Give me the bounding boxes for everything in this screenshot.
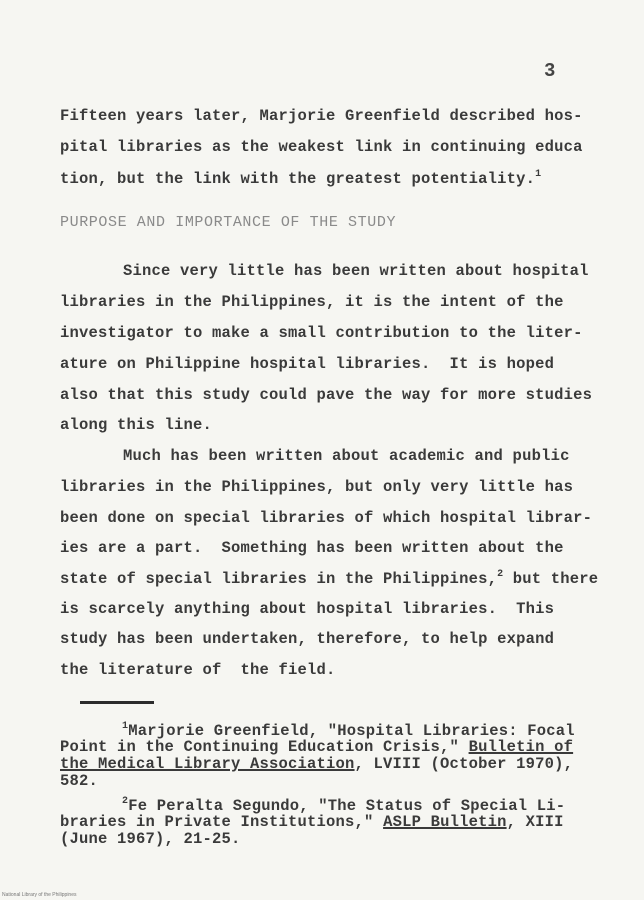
intro-line-3 — [60, 169, 541, 188]
para1-line-4: ature on Philippine hospital libraries. It is hoped — [60, 355, 555, 373]
footnote-2-text-2a: braries in Private Institutions," — [60, 813, 384, 831]
footnote-1-journal-a: Bulletin of — [468, 738, 574, 756]
para2-line-1: Much has been written about academic and public — [123, 447, 570, 465]
footnote-1-text-1: Marjorie Greenfield, "Hospital Libraries: Focal — [128, 722, 575, 740]
footnote-1-text-2a: Point in the Continuing Education Crisis," — [60, 738, 469, 756]
footnote-2-line-2 — [60, 813, 564, 831]
intro-line-1: Fifteen years later, Marjorie Greenfield described hos- — [60, 107, 583, 125]
para2-line-5a: state of special libraries in the Philippines, — [60, 570, 498, 588]
para2-line-7: study has been undertaken, therefore, to help expand — [60, 630, 555, 648]
para2-line-5 — [60, 569, 598, 588]
footnote-1-journal-b: the Medical Library Association — [60, 755, 355, 773]
footnote-1-number: 1 — [122, 721, 129, 732]
para2-line-6: is scarcely anything about hospital libraries. This — [60, 600, 555, 618]
footnote-1-text-3b: , LVIII (October 1970), — [354, 755, 574, 773]
footnote-2-journal: ASLP Bulletin — [383, 813, 507, 831]
footnote-ref-2: 2 — [497, 569, 504, 580]
footnote-1-line-3 — [60, 755, 573, 773]
footnote-2-text-2c: , XIII — [506, 813, 564, 831]
footnote-divider — [80, 701, 154, 704]
footnote-2-text-1: Fe Peralta Segundo, "The Status of Special Li- — [128, 797, 566, 815]
footnote-ref-1: 1 — [535, 169, 542, 180]
footnote-2-line-3: (June 1967), 21-25. — [60, 830, 241, 848]
para1-line-2: libraries in the Philippines, it is the intent of the — [60, 293, 564, 311]
para1-line-5: also that this study could pave the way for more studies — [60, 386, 593, 404]
para2-line-3: been done on special libraries of which hospital librar- — [60, 509, 593, 527]
para1-line-1: Since very little has been written about hospital — [123, 262, 589, 280]
footnote-1-line-4: 582. — [60, 772, 99, 790]
footnote-2-number: 2 — [122, 796, 129, 807]
para1-line-6: along this line. — [60, 416, 213, 434]
section-heading: PURPOSE AND IMPORTANCE OF THE STUDY — [60, 214, 397, 231]
para2-line-4: ies are a part. Something has been written about the — [60, 539, 564, 557]
para1-line-3: investigator to make a small contribution to the liter- — [60, 324, 583, 342]
intro-line-2: pital libraries as the weakest link in continuing educa — [60, 138, 583, 156]
archive-footer: National Library of the Philippines — [2, 892, 77, 898]
footnote-1-line-2 — [60, 738, 573, 756]
page-number: 3 — [544, 60, 556, 82]
para2-line-8: the literature of the field. — [60, 661, 336, 679]
para2-line-2: libraries in the Philippines, but only very little has — [60, 478, 574, 496]
para2-line-5b: but there — [503, 570, 599, 588]
intro-line-3-text: tion, but the link with the greatest potentiality. — [60, 170, 536, 188]
